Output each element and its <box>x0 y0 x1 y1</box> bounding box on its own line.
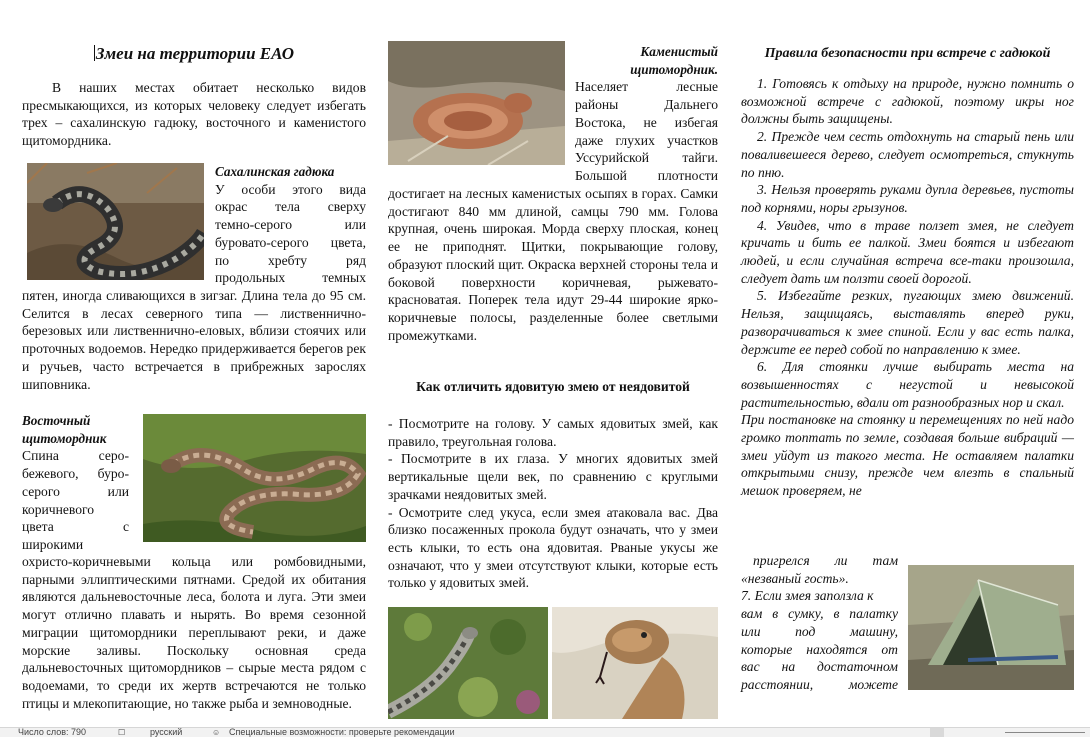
camp-line: 7. Если змея заползла к <box>741 588 874 604</box>
stone-paragraph: достигает на лесных каменистых осыпях в горах. Самки достигают 840 мм длиной, самцы 790 мм. Голова крупная, очень широкая. Морда сверху плоская, конец ее не приподнят. Щитки, покрывающие голову, образуют плоский щит. Окраска верхней стороны тела и боковой поверхности коричневая, рыжевато-красноватая. Поперек тела идут 29-44 широкие ярко-коричневые полосы, разделенные более светлыми промежутками. <box>388 186 718 343</box>
stone-side-text <box>575 43 718 185</box>
rule-item: 2. Прежде чем сесть отдохнуть на старый пень или поваливешееся дерево, следует осмотреться, стукнуть по пню. <box>741 129 1074 180</box>
accessibility-icon[interactable]: ☺ <box>212 728 221 737</box>
stone-pitviper-photo <box>388 41 565 165</box>
rule-item: 1. Готовясь к отдыху на природе, нужно помнить о возможной встрече с гадюкой, поэтому икры ног должны быть защищены. <box>741 76 1074 127</box>
east-line: широкими <box>22 536 84 552</box>
camp-line: вам в сумку, в палатку <box>741 606 898 622</box>
east-line: коричневого <box>22 501 95 517</box>
stone-line: Востока, не избегая <box>575 114 718 130</box>
distinguish-point: - Посмотрите на голову. У самых ядовитых змей, как правило, треугольная голова. <box>388 416 718 449</box>
viper-line: по хребту ряд <box>215 252 366 268</box>
rule-item: 4. Увидев, что в траве ползет змея, не следует кричать и бить ее палкой. Змеи боятся и избегают людей, и если случайная встреча все-таки произошла, следует дать им ползти своей дорогой. <box>741 217 1074 286</box>
tent-photo <box>908 565 1074 690</box>
east-line: Спина серо- <box>22 448 129 464</box>
sakhalin-viper-photo <box>27 163 204 280</box>
camp-side-text <box>741 552 898 694</box>
viper-side-text <box>215 163 366 287</box>
text-cursor <box>94 45 95 61</box>
distinguish-list <box>388 415 718 592</box>
east-side-text <box>22 412 129 554</box>
viper-line: буровато-серого цвета, <box>215 234 366 250</box>
sakhalin-viper-heading: Сахалинская гадюка <box>215 164 335 179</box>
camp-paragraph: При постановке на стоянку и перемещениях по ней надо громко топтать по земле, создавая больше вибраций — змеи уйдут из такого места. Не оставляем палатки открытыми снизу, прежде чем влезть в спальный мешок проверяем, не <box>741 412 1074 499</box>
snake-head-photo <box>552 607 718 719</box>
east-line: бежевого, буро- <box>22 466 129 482</box>
camp-line: вас на достаточном <box>741 659 898 675</box>
east-line: цвета с <box>22 519 129 535</box>
stone-line: даже глухих участков <box>575 132 718 148</box>
rules-list <box>741 75 1074 500</box>
camp-line: или под машину, <box>741 623 898 639</box>
zoom-slider[interactable] <box>1005 732 1085 733</box>
camp-line: «незваный гость». <box>741 570 849 586</box>
viper-line: продольных темных <box>215 270 366 286</box>
distinguish-heading: Как отличить ядовитую змею от неядовитой <box>416 379 690 394</box>
intro-paragraph: В наших местах обитает несколько видов пресмыкающихся, из которых человеку следует избегать трех – сахалинскую гадюку, восточного и каменистого щитомордника. <box>22 80 366 149</box>
east-paragraph: охристо-коричневыми кольца или ромбовидными, парными эллиптическими пятнами. Средой их обитания являются дальневосточные леса, болота и луга. Эти змеи могут отлично плавать и нырять. Во время сезонной миграции щитомордники переплывают реки, и даже морские заливы. Поскольку основная среда дальневосточных щитомордников – сырые места рядом с водоемами, то среди их жертв встречаются не только птицы и млекопитающие, но также рыба и земноводные. <box>22 554 366 711</box>
camp-line: которые находятся от <box>741 641 898 657</box>
snake-in-grass-photo <box>388 607 548 719</box>
word-count[interactable]: Число слов: 790 <box>18 727 87 737</box>
stone-line: районы Дальнего <box>575 97 718 113</box>
proofing-icon[interactable]: ☐ <box>118 728 126 737</box>
stone-line: Уссурийской тайги. <box>575 150 718 166</box>
distinguish-point: - Осмотрите след укуса, если змея атаковала вас. Два близко посаженных прокола будут означать, что у змеи есть клыки, то есть она ядовитая. Рваные укусы же означают, что у змеи отсутствуют клыки, которые есть только у ядовитых змей. <box>388 504 718 591</box>
distinguish-point: - Посмотрите в их глаза. У многих ядовитых змей вертикальные щели век, по сравнению с круглыми зрачками неядовитых змей. <box>388 451 718 502</box>
east-line: серого или <box>22 483 129 499</box>
camp-line: пригрелся ли там <box>753 553 898 568</box>
rule-item: 5. Избегайте резких, пугающих змею движений. Нельзя, защищаясь, выставлять вперед руки, разворачиваться к змее спиной. Если у вас есть палка, держите ее перед собой по направлению к змее. <box>741 288 1074 357</box>
stone-pitviper-heading: Каменистый щитомордник. <box>630 44 718 77</box>
viper-line: темно-серого или <box>215 217 366 233</box>
rules-heading: Правила безопасности при встрече с гадюкой <box>764 46 1051 61</box>
rule-item: 3. Нельзя проверять руками дупла деревьев, пустоты под корнями, норы грызунов. <box>741 182 1074 215</box>
camp-line: расстоянии, можете <box>741 676 898 692</box>
stone-line: Населяет лесные <box>575 79 718 95</box>
accessibility-status[interactable]: Специальные возможности: проверьте рекомендации <box>229 727 455 737</box>
viper-line: У особи этого вида <box>215 181 366 197</box>
viper-line: окрас тела сверху <box>215 199 366 215</box>
east-pitviper-heading: Восточный щитомордник <box>22 413 107 446</box>
viper-paragraph: пятен, иногда сливающихся в зигзаг. Длина тела до 95 см. Селится в лесах северного типа — лиственнично-березовых или лиственнично-еловых, вблизи стоячих или проточных водоемов. Нередко придерживается берегов рек и ручьев, часто встречается в прибрежных зарослях шиповника. <box>22 288 366 392</box>
page-title: Змеи на территории ЕАО <box>95 44 295 63</box>
rule-item: 6. Для стоянки лучше выбирать места на возвышенностях с негустой и невысокой растительностью, вдали от разнообразных нор и скал. <box>741 359 1074 410</box>
east-pitviper-photo <box>143 414 366 542</box>
stone-line: Большой плотности <box>575 167 718 183</box>
language-indicator[interactable]: русский <box>150 727 183 737</box>
